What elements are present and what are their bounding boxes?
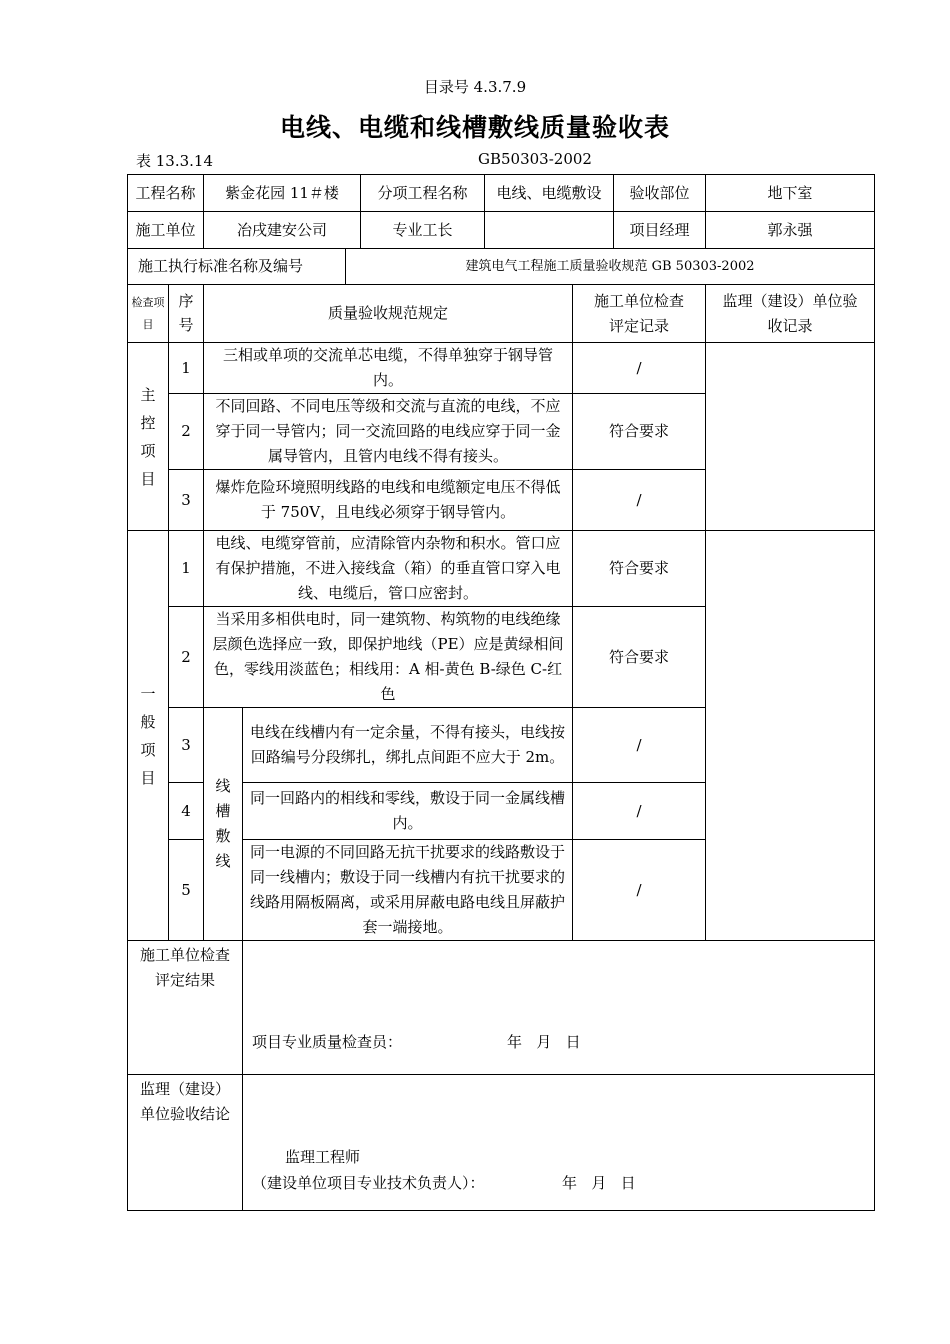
date-2: 年 月 日 (562, 1174, 636, 1192)
catalog-number: 目录号 4.3.7.9 (423, 78, 527, 96)
main-supervision-cell (706, 343, 875, 531)
col-check-item: 检查项目 (128, 285, 169, 343)
standard-label: 施工执行标准名称及编号 (128, 249, 346, 284)
inspector-label: 项目专业质量检查员： (252, 1033, 403, 1051)
standard-name: 建筑电气工程施工质量验收规范 GB 50303-2002 (465, 259, 755, 274)
supervision-conclusion-label: 监理（建设）单位验收结论 (128, 1075, 243, 1211)
acceptance-part-label: 验收部位 (629, 183, 690, 202)
project-manager: 郭永强 (706, 212, 875, 249)
col-spec: 质量验收规范规定 (204, 285, 573, 343)
general-items-label: 一般项目 (128, 531, 169, 941)
sub-project-label: 分项工程名称 (361, 175, 485, 211)
foreman-label: 专业工长 (361, 212, 485, 248)
owner-label: （建设单位项目专业技术负责人）： (252, 1174, 485, 1192)
supervision-conclusion-cell (243, 1075, 875, 1211)
date-1: 年 月 日 (507, 1033, 581, 1051)
acceptance-table (127, 174, 875, 1211)
construction-result-cell (243, 941, 875, 1075)
foreman-value (485, 212, 614, 248)
construction-result-label: 施工单位检查评定结果 (128, 941, 243, 1075)
table-row: 一般项目 1 电线、电缆穿管前，应清除管内杂物和积水。管口应有保护措施，不进入接线盒（箱）的垂直管口穿入电线、电缆后，管口应密封。 符合要求 (128, 531, 875, 607)
table-row: 4 同一回路内的相线和零线，敷设于同一金属线槽内。 / (128, 783, 875, 840)
col-construction-record: 施工单位检查评定记录 (573, 285, 706, 343)
table-row: 5 同一电源的不同回路无抗干扰要求的线路敷设于同一线槽内；敷设于同一线槽内有抗干扰要求的线路用隔板隔离，或采用屏蔽电路电线且屏蔽护套一端接地。 / (128, 840, 875, 941)
project-name: 紫金花园 11＃楼 (204, 175, 361, 211)
gb-code: GB50303-2002 (478, 150, 592, 168)
pm-label: 项目经理 (629, 220, 690, 239)
engineer-label: 监理工程师 (285, 1148, 361, 1166)
project-name-label: 工程名称 (128, 175, 204, 212)
main-items-label: 主控项目 (128, 343, 169, 531)
table-row: 主控项目 1 三相或单项的交流单芯电缆，不得单独穿于钢导管内。 / (128, 343, 875, 394)
table-number: 表 13.3.14 (136, 152, 214, 170)
table-row: 3 爆炸危险环境照明线路的电线和电缆额定电压不得低于 750V，且电线必须穿于钢导管内。 / (128, 470, 875, 531)
general-supervision-cell (706, 531, 875, 941)
table-row: 2 不同回路、不同电压等级和交流与直流的电线，不应穿于同一导管内；同一交流回路的电线应穿于同一金属导管内，且管内电线不得有接头。 符合要求 (128, 394, 875, 470)
sub-project: 电线、电缆敷设 (485, 175, 614, 211)
construction-unit: 冶戌建安公司 (204, 212, 361, 248)
construction-unit-label: 施工单位 (128, 212, 204, 249)
table-row: 2 当采用多相供电时，同一建筑物、构筑物的电线绝缘层颜色选择应一致，即保护地线（PE）应是黄绿相间色，零线用淡蓝色；相线用：A 相-黄色 B-绿色 C-红色 符合要求 (128, 607, 875, 708)
page-title: 电线、电缆和线槽敷线质量验收表 (279, 113, 670, 142)
acceptance-part: 地下室 (706, 175, 875, 212)
col-supervision-record: 监理（建设）单位验收记录 (706, 285, 875, 343)
trunking-label: 线槽敷线 (204, 708, 243, 941)
col-seq: 序号 (169, 285, 204, 343)
table-row: 3 线槽敷线 电线在线槽内有一定余量，不得有接头，电线按回路编号分段绑扎，绑扎点间距不应大于 2m。 / (128, 708, 875, 783)
